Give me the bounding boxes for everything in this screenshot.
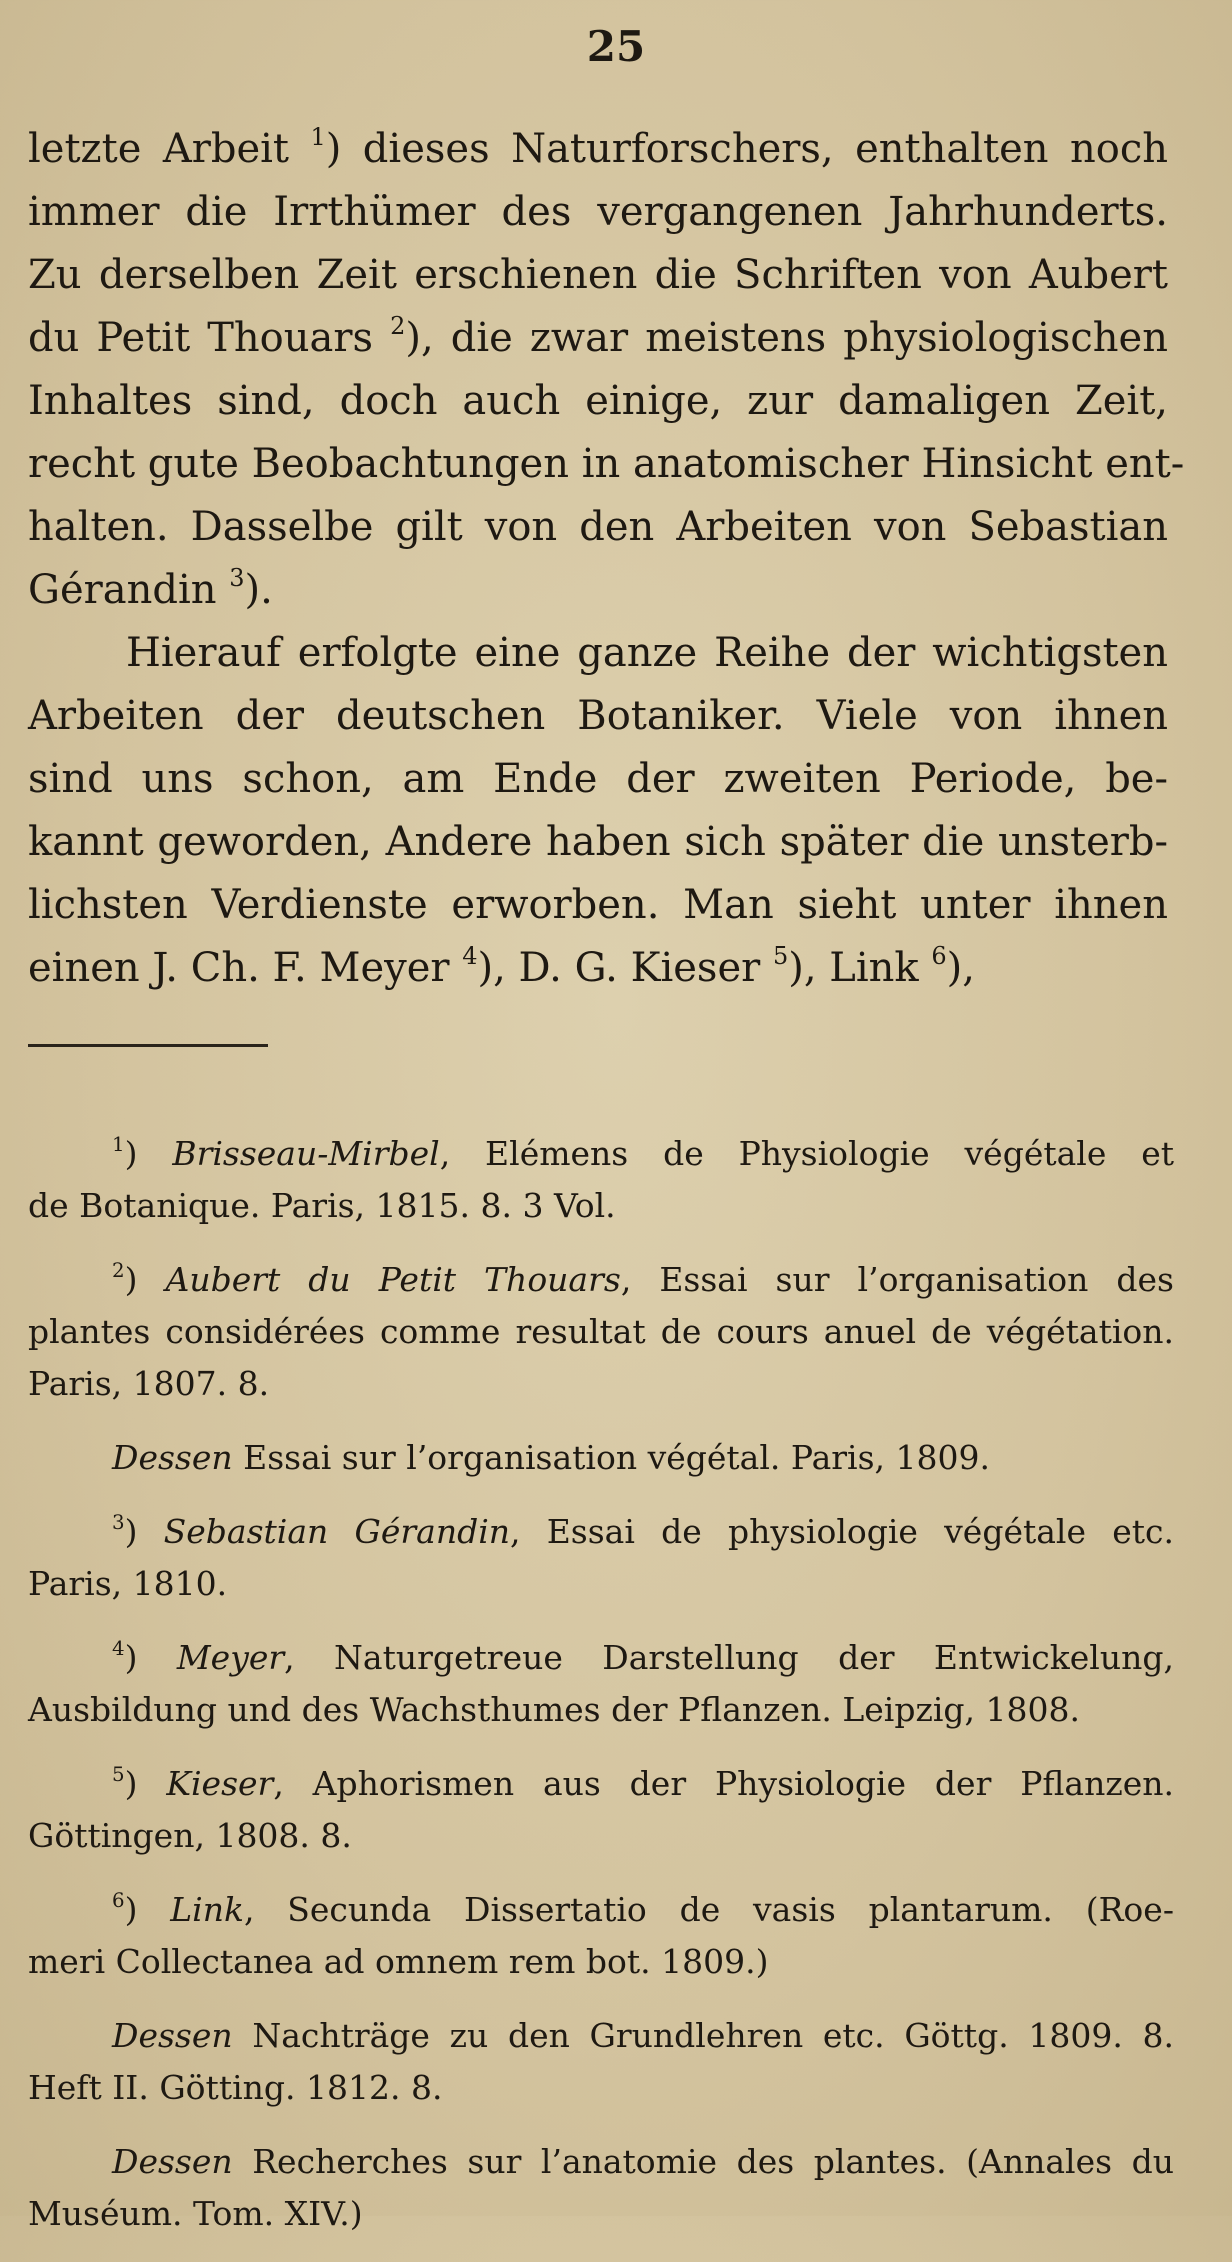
author-name: Meyer [176,1638,285,1677]
text-run: ), D. G. Kieser [477,945,773,991]
footnote [28,1884,1174,1988]
text-run: de Botanique. Paris, 1815. 8. 3 Vol. [28,1186,616,1225]
footnote-line [28,1558,1174,1610]
author-name: Aubert du Petit Thouars [165,1260,621,1299]
text-run: , Essai de physiologie végétale etc. [510,1512,1174,1551]
footnote-line [28,1358,1174,1410]
text-line [28,307,1168,370]
footnote-line [28,1632,1174,1684]
text-line [28,622,1168,685]
footnote-marker: 6 [112,1889,125,1913]
text-run: Paris, 1807. 8. [28,1364,270,1403]
footnote-marker: 5 [772,942,789,971]
footnote-line [28,1684,1174,1736]
text-run: einen J. Ch. F. Meyer [28,945,463,991]
footnote-line [28,2188,1174,2240]
text-line [28,748,1168,811]
footnote-marker: 3 [112,1511,125,1535]
text-run: ) [124,1890,171,1929]
author-name: Dessen [112,1438,233,1477]
footnote [28,1128,1174,1232]
footnote-line [28,1306,1174,1358]
footnote-marker: 4 [462,942,478,971]
footnote [28,2136,1174,2240]
footnote [28,1254,1174,1410]
text-run: plantes considérées comme resultat de cours anuel de végétation. [28,1312,1174,1351]
text-run: , Secunda Dissertatio de vasis plantarum. (Roe- [243,1890,1174,1929]
text-run: , Elémens de Physiologie végétale et [439,1134,1175,1173]
footnote-marker: 3 [229,564,245,593]
text-run: Heft II. Götting. 1812. 8. [28,2068,443,2107]
footnote-marker: 1 [112,1133,125,1157]
footnote-line [28,1810,1174,1862]
text-run: ). [244,567,273,613]
text-line [28,433,1185,496]
author-name: Link [170,1890,244,1929]
footnote [28,1632,1174,1736]
text-run: Recherches sur l’anatomie des plantes. (Annales du [232,2142,1174,2181]
footnote-line [28,2062,1174,2114]
footnote-marker: 1 [310,123,326,152]
footnote-line [28,1432,1174,1484]
text-run: Hierauf erfolgte eine ganze Reihe der wichtigsten [126,630,1168,676]
footnote-marker: 6 [931,942,947,971]
text-run: , Naturgetreue Darstellung der Entwickelung, [284,1638,1174,1677]
text-run: ) [124,1764,167,1803]
text-run: Essai sur l’organisation végétal. Paris, 1809. [232,1438,990,1477]
footnote-line [28,1506,1174,1558]
text-line [28,874,1168,937]
footnote-marker: 2 [112,1259,125,1283]
text-run: Arbeiten der deutschen Botaniker. Viele von ihnen [28,693,1168,739]
main-text [28,118,1185,1000]
footnote [28,2010,1174,2114]
text-run: Zu derselben Zeit erschienen die Schriften von Aubert [28,252,1168,298]
text-run: Inhaltes sind, doch auch einige, zur damaligen Zeit, [28,378,1168,424]
footnote-marker: 5 [112,1763,125,1787]
text-run: du Petit Thouars [28,315,391,361]
text-run: , Aphorismen aus der Physiologie der Pflanzen. [273,1764,1175,1803]
text-run: ) [124,1512,164,1551]
footnote-line [28,1180,1174,1232]
text-run: Paris, 1810. [28,1564,228,1603]
author-name: Dessen [112,2016,233,2055]
footnote-line [28,2136,1174,2188]
text-run: , Essai sur l’organisation des [620,1260,1174,1299]
footnote-line [28,1884,1174,1936]
text-run: meri Collectanea ad omnem rem bot. 1809.) [28,1942,769,1981]
text-run: Göttingen, 1808. 8. [28,1816,352,1855]
text-run: lichsten Verdienste erworben. Man sieht unter ihnen [28,882,1168,928]
footnote-line [28,1128,1174,1180]
text-run: sind uns schon, am Ende der zweiten Periode, be- [28,756,1168,802]
text-run: Muséum. Tom. XIV.) [28,2194,363,2233]
text-line [28,685,1168,748]
author-name: Sebastian Gérandin [163,1512,511,1551]
text-run: ) dieses Naturforschers, enthalten noch [325,126,1168,172]
text-line [28,811,1168,874]
text-run: Nachträge zu den Grundlehren etc. Göttg. 1809. 8. [232,2016,1174,2055]
footnote-marker: 4 [112,1637,125,1661]
footnote-divider [28,1044,268,1047]
footnote-line [28,1758,1174,1810]
text-line [28,118,1168,181]
text-run: recht gute Beobachtungen in anatomischer Hinsicht ent- [28,441,1185,487]
text-line [28,496,1168,559]
text-run: immer die Irrthümer des vergangenen Jahrhunderts. [28,189,1168,235]
footnote-line [28,2010,1174,2062]
footnote-line [28,1254,1174,1306]
text-line [28,244,1168,307]
footnotes [28,1128,1174,2262]
text-run: ), die zwar meistens physiologischen [405,315,1168,361]
footnote [28,1432,1174,1484]
text-run: ), [946,945,975,991]
author-name: Brisseau-Mirbel [172,1134,440,1173]
text-run: Ausbildung und des Wachsthumes der Pflanzen. Leipzig, 1808. [28,1690,1080,1729]
footnote [28,1758,1174,1862]
text-line [28,370,1168,433]
text-run: ) [124,1260,166,1299]
text-run: kannt geworden, Andere haben sich später die unsterb- [28,819,1168,865]
text-run: ), Link [788,945,932,991]
text-run: letzte Arbeit [28,126,311,172]
author-name: Dessen [112,2142,233,2181]
text-run: ) [124,1638,177,1677]
text-run: ) [124,1134,173,1173]
footnote [28,1506,1174,1610]
text-line [28,559,1168,622]
footnote-marker: 2 [390,312,406,341]
footnote-line [28,1936,1174,1988]
text-run: halten. Dasselbe gilt von den Arbeiten von Sebastian [28,504,1168,550]
text-line [28,181,1168,244]
page-number: 25 [586,22,646,71]
text-run: Gérandin [28,567,230,613]
author-name: Kieser [166,1764,274,1803]
text-line [28,937,1168,1000]
